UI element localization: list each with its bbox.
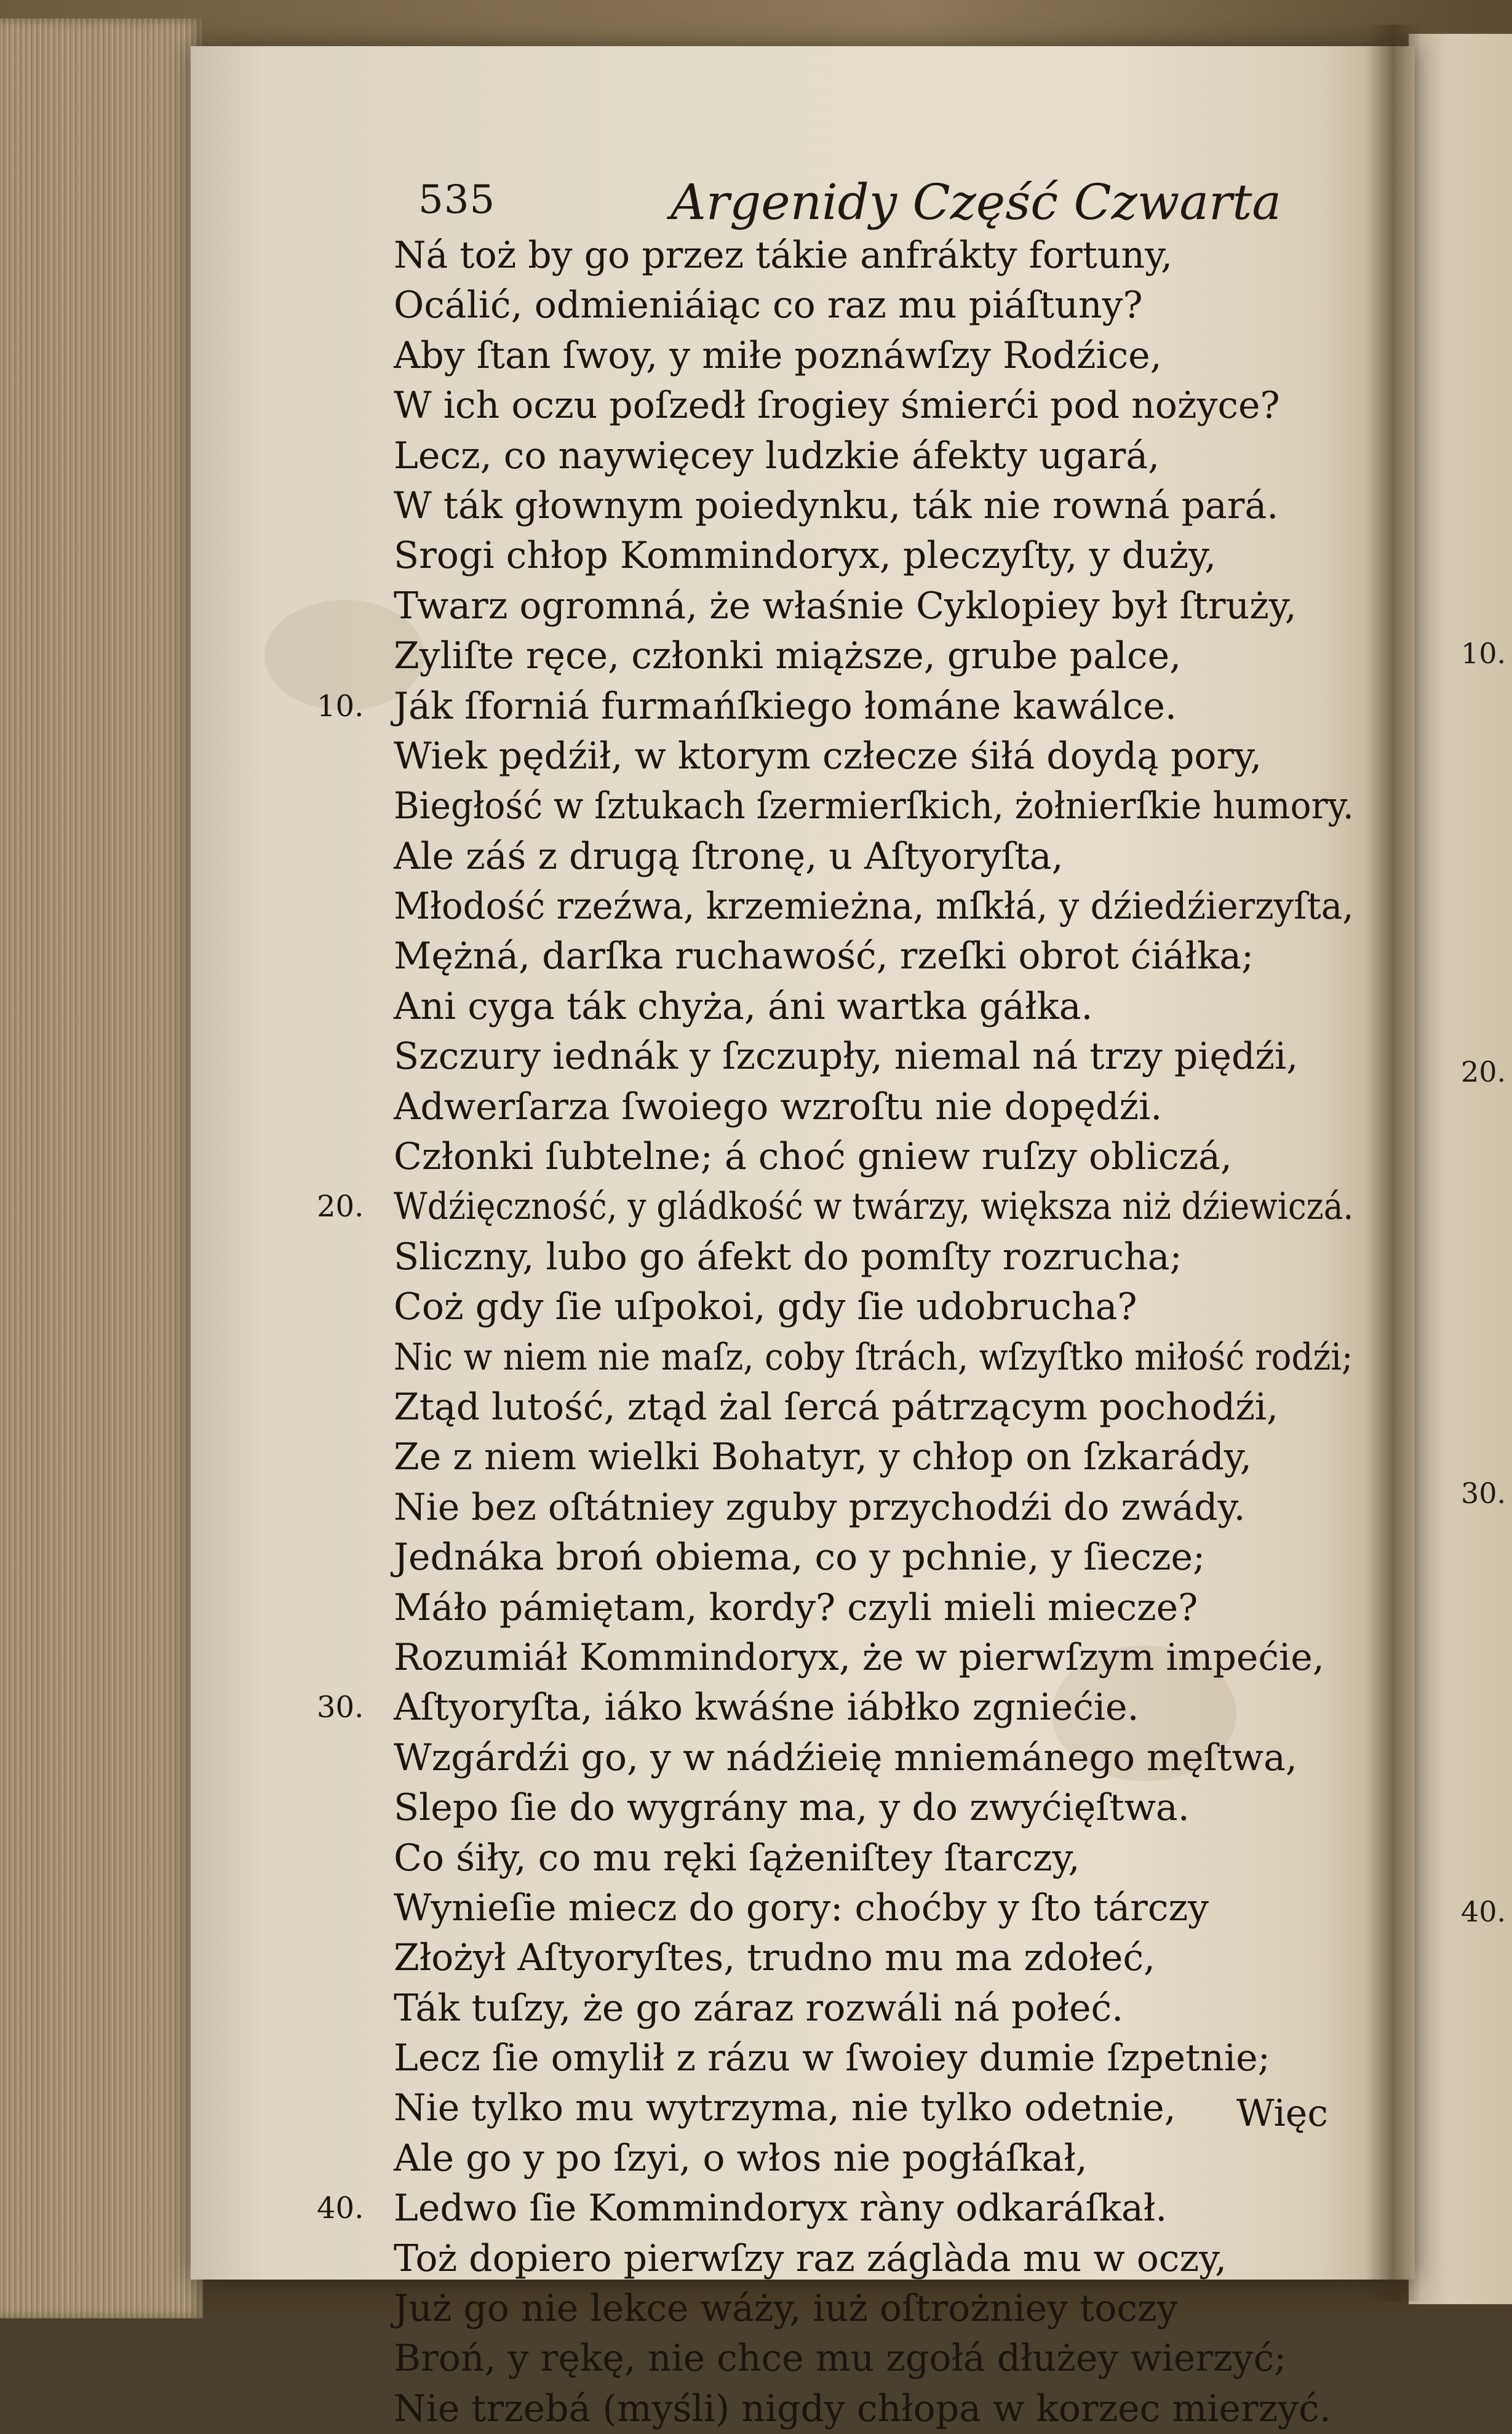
verse-line: [394, 982, 1353, 1032]
verse-line: [394, 1132, 1353, 1182]
verse-line: [394, 1082, 1353, 1132]
verse-text: Członki ſubtelne; á choć gniew ruſzy obliczá,: [394, 1135, 1233, 1179]
verse-text: Biegłość w ſztukach ſzermierſkich, żołnierſkie humory.: [394, 784, 1354, 828]
verse-line: [394, 1733, 1353, 1783]
verse-text: Lecz ſie omylił z rázu w ſwoiey dumie ſzpetnie;: [394, 2037, 1270, 2080]
verse-text: Rozumiáł Kommindoryx, że w pierwſzym impećie,: [394, 1635, 1324, 1679]
verse-text: Adwerſarza ſwoiego wzroſtu nie dopędźi.: [394, 1085, 1163, 1128]
verse-text: Ztąd lutość, ztąd żal ſercá pátrzącym pochodźi,: [394, 1385, 1279, 1429]
verse-line: [394, 1883, 1353, 1933]
verse-text: Nic w niem nie maſz, coby ſtrách, wſzyſtko miłość rodźi;: [394, 1335, 1353, 1379]
verse-text: Twarz ogromná, że właśnie Cyklopiey był ſtruży,: [394, 584, 1297, 628]
verse-block: [317, 231, 1354, 2434]
line-number: 30.: [317, 1690, 364, 1725]
verse-text: Ze z niem wielki Bohatyr, y chłop on ſzkarády,: [394, 1435, 1252, 1479]
book-top-edge: [0, 0, 1512, 49]
verse-text: Aſtyoryſta, iáko kwáśne iábłko zgniećie.: [394, 1686, 1139, 1730]
verse-text: Ná toż by go przez tákie anfrákty fortuny,: [394, 234, 1173, 277]
verse-line: [394, 1333, 1353, 1383]
verse-line: [394, 832, 1353, 882]
facing-line-number: 20.: [1461, 1055, 1506, 1088]
verse-text: Toż dopiero pierwſzy raz záglàda mu w oczy,: [394, 2236, 1227, 2280]
verse-text: Broń, y rękę, nie chce mu zgołá dłużey wierzyć;: [394, 2337, 1287, 2380]
verse-text: Wdźięczność, y gládkość w twárzy, większa niż dźiewiczá.: [394, 1185, 1354, 1229]
verse-text: Lecz, co naywięcey ludzkie áfekty ugará,: [394, 434, 1160, 477]
verse-line: [317, 1683, 1353, 1733]
page-edges: [0, 18, 203, 2318]
verse-line: [317, 1182, 1354, 1232]
verse-line: [394, 1933, 1353, 1983]
verse-text: W ich oczu poſzedł ſrogiey śmierći pod nożyce?: [394, 384, 1280, 428]
verse-text: Ledwo ſie Kommindoryx ràny odkaráſkał.: [394, 2187, 1168, 2230]
verse-line: [394, 882, 1353, 932]
verse-line: [394, 2284, 1353, 2334]
verse-text: Nie trzebá (myśli) nigdy chłopa w korzec mierzyć.: [394, 2387, 1331, 2430]
verse-text: Ocálić, odmieniáiąc co raz mu piáſtuny?: [394, 284, 1143, 327]
verse-text: Sliczny, lubo go áfekt do pomſty rozrucha;: [394, 1235, 1182, 1279]
verse-line: [394, 281, 1353, 330]
verse-line: [394, 1533, 1353, 1582]
verse-line: [394, 1984, 1353, 2033]
verse-text: Złożył Aſtyoryſtes, trudno mu ma zdołeć,: [394, 1936, 1156, 1980]
verse-line: [394, 2334, 1353, 2384]
verse-text: Ják ſforniá furmańſkiego łománe kawálce.: [394, 684, 1177, 728]
verse-line: [394, 1833, 1353, 1883]
verse-text: Nie tylko mu wytrzyma, nie tylko odetnie,: [394, 2086, 1176, 2130]
verse-text: Młodość rzeźwa, krzemieżna, mſkłá, y dźiedźierzyſta,: [394, 885, 1354, 928]
verse-line: [394, 1232, 1353, 1282]
verse-line: [394, 2134, 1353, 2184]
verse-line: [394, 631, 1353, 681]
line-number: 40.: [317, 2191, 364, 2226]
verse-line: [394, 932, 1353, 981]
verse-line: [394, 2033, 1353, 2083]
verse-text: W ták głownym poiedynku, ták nie rowná pará.: [394, 484, 1279, 527]
catchword: Więc: [1236, 2092, 1328, 2135]
verse-line: [394, 481, 1353, 531]
verse-line: [394, 581, 1353, 631]
verse-text: Ale go y po ſzyi, o włos nie pogłáſkał,: [394, 2136, 1088, 2180]
verse-text: Szczury iednák y ſzczupły, niemal ná trzy piędźi,: [394, 1035, 1299, 1079]
verse-text: Ale záś z drugą ſtronę, u Aſtyoryſta,: [394, 834, 1064, 878]
verse-line: [394, 2384, 1353, 2434]
verse-line: [394, 1483, 1353, 1533]
verse-text: Nie bez oſtátniey zguby przychodźi do zwády.: [394, 1485, 1246, 1529]
verse-text: Mężná, darſka ruchawość, rzeſki obrot ćiáłka;: [394, 935, 1254, 978]
verse-line: [394, 781, 1353, 831]
verse-text: Wzgárdźi go, y w nádźieię mniemánego męſtwa,: [394, 1736, 1297, 1779]
verse-text: Slepo ſie do wygrány ma, y do zwyćięſtwa.: [394, 1786, 1190, 1830]
verse-line: [394, 1282, 1353, 1332]
verse-line: [394, 331, 1353, 381]
verse-text: Zyliſte ręce, członki miąższe, grube palce,: [394, 634, 1182, 678]
facing-line-number: 30.: [1461, 1477, 1506, 1510]
verse-line: [394, 1633, 1353, 1683]
verse-line: [394, 431, 1353, 481]
verse-line: [394, 381, 1353, 431]
verse-text: Srogi chłop Kommindoryx, pleczyſty, y duży,: [394, 534, 1217, 578]
verse-text: Wynieſie miecz do gory: choćby y ſto tárczy: [394, 1886, 1209, 1929]
verse-line: [394, 1383, 1353, 1432]
verse-text: Już go nie lekce wáży, iuż oſtrożniey toczy: [394, 2287, 1178, 2331]
verse-text: Coż gdy ſie uſpokoi, gdy ſie udobrucha?: [394, 1285, 1137, 1329]
verse-text: Ták tuſzy, że go záraz rozwáli ná połeć.: [394, 1986, 1124, 2030]
page-number: 535: [418, 177, 496, 223]
verse-text: Co śiły, co mu ręki ſążeniſtey ſtarczy,: [394, 1836, 1080, 1880]
line-number: 10.: [317, 688, 364, 724]
verse-line: [394, 1032, 1353, 1082]
verse-line: [394, 1583, 1353, 1633]
facing-page: [1409, 34, 1512, 2304]
running-title: Argenidy Część Czwarta: [670, 174, 1282, 231]
verse-text: Wiek pędźił, w ktorym człecze śiłá doydą pory,: [394, 734, 1262, 778]
gutter-shadow: [1366, 25, 1421, 2301]
verse-line: [317, 682, 1353, 732]
verse-text: Ani cyga ták chyża, áni wartka gáłka.: [394, 984, 1093, 1028]
verse-text: Aby ſtan ſwoy, y miłe poznáwſzy Rodźice,: [394, 333, 1162, 377]
line-number: 20.: [317, 1189, 364, 1224]
verse-line: [394, 231, 1353, 281]
verse-line: [394, 1783, 1353, 1833]
facing-line-number: 40.: [1461, 1895, 1506, 1928]
verse-line: [394, 531, 1353, 581]
facing-line-number: 10.: [1461, 637, 1506, 670]
verse-line: [394, 732, 1353, 781]
verse-line: [317, 2184, 1353, 2233]
verse-line: [394, 2234, 1353, 2284]
verse-text: Máło pámiętam, kordy? czyli mieli miecze?: [394, 1586, 1198, 1629]
verse-line: [394, 2083, 1353, 2133]
verse-line: [394, 1432, 1353, 1482]
verse-text: Jednáka broń obiema, co y pchnie, y ſiecze;: [394, 1536, 1206, 1579]
